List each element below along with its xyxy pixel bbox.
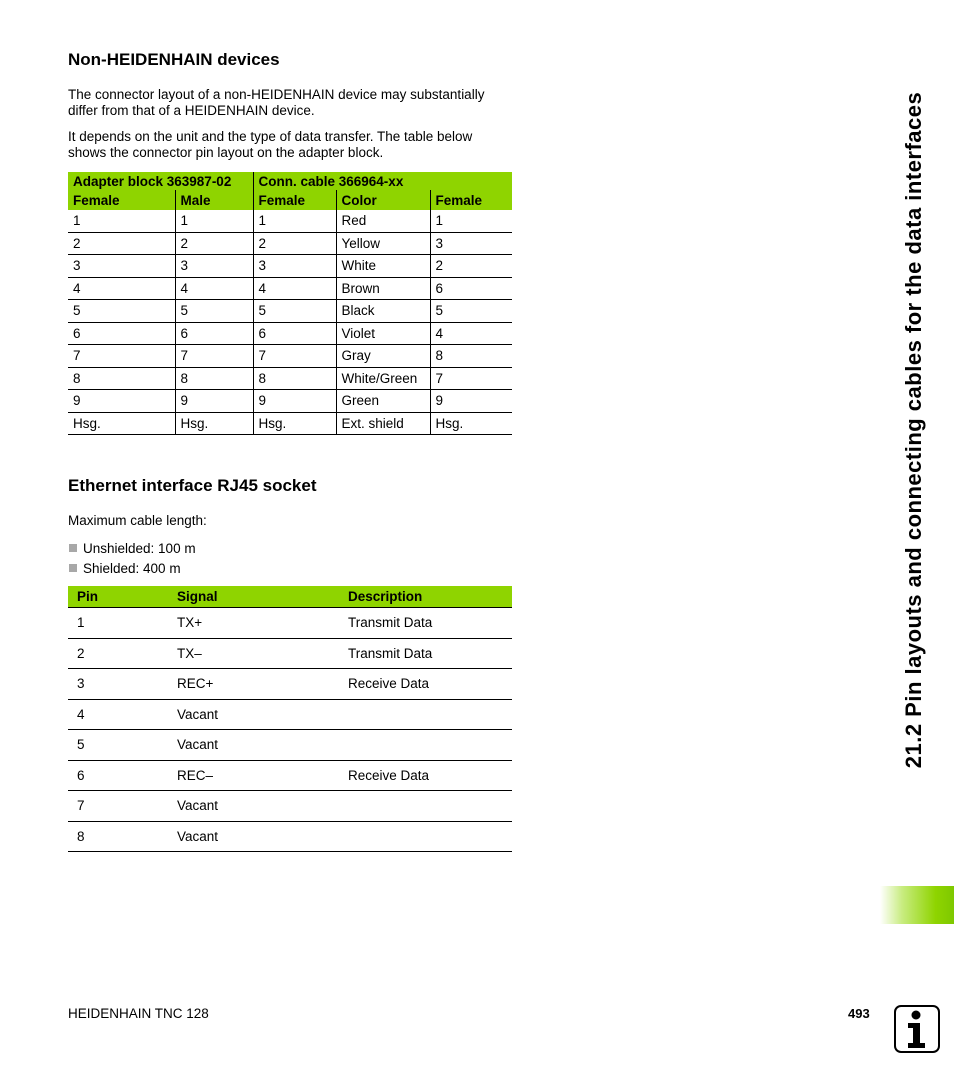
table-cell: 1 xyxy=(68,608,168,639)
table-cell: 9 xyxy=(68,390,175,413)
table-cell: Red xyxy=(336,210,430,232)
table-cell: 5 xyxy=(68,300,175,323)
table-cell: Vacant xyxy=(168,791,339,822)
rj45-pin-table xyxy=(68,586,512,852)
table-cell: REC– xyxy=(168,760,339,791)
table-cell: 7 xyxy=(253,345,336,368)
cable-length-list xyxy=(68,538,196,578)
paragraph-max-cable: Maximum cable length: xyxy=(68,513,207,528)
adapter-pin-table xyxy=(68,172,512,435)
table-row xyxy=(68,638,512,669)
table-row xyxy=(68,322,512,345)
table-cell: 3 xyxy=(68,255,175,278)
table-cell: 8 xyxy=(253,367,336,390)
column-header: Male xyxy=(175,190,253,210)
table-cell: REC+ xyxy=(168,669,339,700)
table-row xyxy=(68,730,512,761)
table-row xyxy=(68,412,512,435)
table-cell: Vacant xyxy=(168,730,339,761)
table-cell: 9 xyxy=(253,390,336,413)
table-cell: 1 xyxy=(68,210,175,232)
table-cell: Transmit Data xyxy=(339,608,512,639)
table-cell: Yellow xyxy=(336,232,430,255)
chapter-tab xyxy=(880,886,954,924)
heading-non-heidenhain: Non-HEIDENHAIN devices xyxy=(68,50,280,69)
table-cell xyxy=(339,791,512,822)
table-cell: White/Green xyxy=(336,367,430,390)
table-cell: White xyxy=(336,255,430,278)
table-cell: TX+ xyxy=(168,608,339,639)
table-cell xyxy=(339,699,512,730)
table-cell: Gray xyxy=(336,345,430,368)
table-cell: 8 xyxy=(430,345,512,368)
bullet-square-icon xyxy=(69,564,77,572)
footer-product: HEIDENHAIN TNC 128 xyxy=(68,1006,209,1021)
table-cell: 4 xyxy=(175,277,253,300)
table-row xyxy=(68,791,512,822)
table-cell: TX– xyxy=(168,638,339,669)
table-row xyxy=(68,367,512,390)
table-cell: 3 xyxy=(68,669,168,700)
table-cell: 9 xyxy=(175,390,253,413)
table-cell: 9 xyxy=(430,390,512,413)
column-header: Signal xyxy=(168,586,339,608)
table-row xyxy=(68,277,512,300)
table-row xyxy=(68,669,512,700)
table-cell: 5 xyxy=(175,300,253,323)
table-cell: 4 xyxy=(68,277,175,300)
table-cell: 1 xyxy=(430,210,512,232)
group-header-cable: Conn. cable 366964-xx xyxy=(253,172,512,190)
table-row xyxy=(68,255,512,278)
list-item: Shielded: 400 m xyxy=(68,558,196,578)
table-cell: Receive Data xyxy=(339,669,512,700)
table-cell: Ext. shield xyxy=(336,412,430,435)
table-cell: 5 xyxy=(253,300,336,323)
bullet-square-icon xyxy=(69,544,77,552)
column-header: Color xyxy=(336,190,430,210)
table-cell: 3 xyxy=(175,255,253,278)
table-cell: 8 xyxy=(68,821,168,852)
table-cell: 6 xyxy=(175,322,253,345)
heading-ethernet: Ethernet interface RJ45 socket xyxy=(68,476,317,495)
column-header: Female xyxy=(430,190,512,210)
table-cell: 1 xyxy=(175,210,253,232)
table-cell: Transmit Data xyxy=(339,638,512,669)
table-cell: 6 xyxy=(68,322,175,345)
table-cell: 2 xyxy=(68,232,175,255)
table-cell: 6 xyxy=(68,760,168,791)
table-cell: 7 xyxy=(68,791,168,822)
table-cell: 6 xyxy=(430,277,512,300)
table-cell: 4 xyxy=(253,277,336,300)
table-cell: Brown xyxy=(336,277,430,300)
table-row xyxy=(68,699,512,730)
table-cell: 2 xyxy=(68,638,168,669)
column-header: Female xyxy=(253,190,336,210)
table-cell: 2 xyxy=(175,232,253,255)
group-header-adapter: Adapter block 363987-02 xyxy=(68,172,253,190)
table-cell: 8 xyxy=(68,367,175,390)
table-cell: 2 xyxy=(430,255,512,278)
table-cell: Receive Data xyxy=(339,760,512,791)
table-row xyxy=(68,210,512,232)
table-cell: Hsg. xyxy=(253,412,336,435)
column-header: Female xyxy=(68,190,175,210)
table-cell: 2 xyxy=(253,232,336,255)
table-cell: 4 xyxy=(68,699,168,730)
table-cell: Hsg. xyxy=(175,412,253,435)
table-cell xyxy=(339,821,512,852)
table-row xyxy=(68,345,512,368)
table-row xyxy=(68,760,512,791)
column-header: Description xyxy=(339,586,512,608)
table-cell: 7 xyxy=(68,345,175,368)
table-cell: Green xyxy=(336,390,430,413)
table-cell: Hsg. xyxy=(430,412,512,435)
table-cell: Vacant xyxy=(168,699,339,730)
table-row xyxy=(68,608,512,639)
paragraph-layout-differs: The connector layout of a non-HEIDENHAIN device may substantially differ from that of a HEIDENHAIN device. xyxy=(68,87,485,118)
table-row xyxy=(68,390,512,413)
table-cell: 5 xyxy=(430,300,512,323)
info-icon xyxy=(894,1005,940,1053)
table-cell xyxy=(339,730,512,761)
table-cell: 7 xyxy=(430,367,512,390)
table-row xyxy=(68,300,512,323)
table-cell: 3 xyxy=(253,255,336,278)
table-cell: 5 xyxy=(68,730,168,761)
table-cell: 7 xyxy=(175,345,253,368)
table-cell: 8 xyxy=(175,367,253,390)
table-cell: Vacant xyxy=(168,821,339,852)
table-cell: 3 xyxy=(430,232,512,255)
column-header: Pin xyxy=(68,586,168,608)
table-cell: Hsg. xyxy=(68,412,175,435)
list-item: Unshielded: 100 m xyxy=(68,538,196,558)
table-cell: 1 xyxy=(253,210,336,232)
table-row xyxy=(68,232,512,255)
table-row xyxy=(68,821,512,852)
table-cell: 6 xyxy=(253,322,336,345)
chapter-side-title: 21.2 Pin layouts and connecting cables for the data interfaces xyxy=(901,91,926,769)
page-number: 493 xyxy=(848,1006,870,1021)
table-cell: Black xyxy=(336,300,430,323)
paragraph-adapter-block: It depends on the unit and the type of data transfer. The table below shows the connector pin layout on the adapter block. xyxy=(68,129,473,160)
table-cell: 4 xyxy=(430,322,512,345)
table-cell: Violet xyxy=(336,322,430,345)
